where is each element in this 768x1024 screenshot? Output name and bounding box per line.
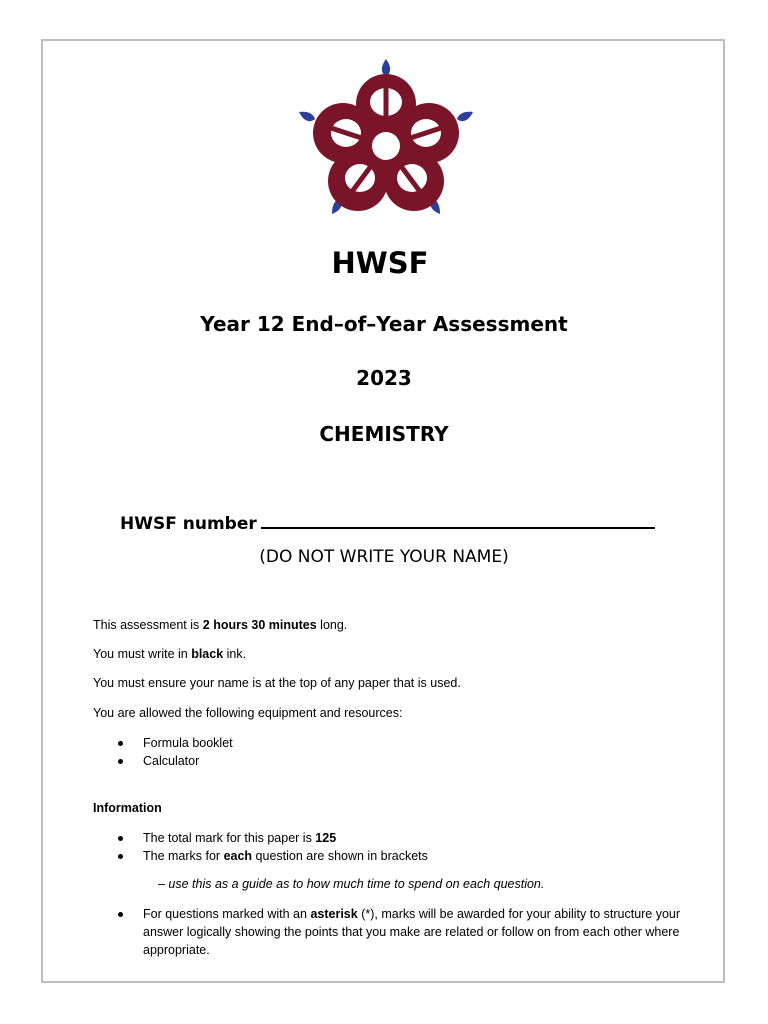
school-name: HWSF <box>331 246 429 280</box>
list-item <box>118 752 233 770</box>
asterisk-suffix: (*), marks will be awarded for your ability to structure your answer logically showing the points that you make are related or follow on from each other where appropriate. <box>143 907 681 957</box>
asterisk-emphasis: asterisk <box>310 907 358 921</box>
assessment-title: Year 12 End–of–Year Assessment <box>200 312 568 336</box>
equipment-intro: You are allowed the following equipment and resources: <box>93 706 403 720</box>
time-guide-note: – use this as a guide as to how much time to spend on each question. <box>158 877 545 891</box>
marks-suffix: question are shown in brackets <box>252 849 428 863</box>
marks-text: The marks for <box>143 849 224 863</box>
duration-suffix: long. <box>316 618 348 632</box>
equipment-item: Calculator <box>143 754 200 768</box>
ink-colour: black <box>191 647 224 661</box>
bullet-icon <box>118 741 123 746</box>
assessment-year: 2023 <box>356 366 412 390</box>
information-list <box>118 829 428 865</box>
total-mark-value: 125 <box>315 831 337 845</box>
duration-value: 2 hours 30 minutes <box>202 618 317 632</box>
list-item <box>118 829 428 847</box>
list-item <box>118 734 233 752</box>
information-heading: Information <box>93 801 162 815</box>
asterisk-list <box>118 905 715 959</box>
candidate-number-label: HWSF number <box>120 514 257 534</box>
ink-text: You must write in <box>93 647 192 661</box>
bullet-icon <box>118 836 123 841</box>
subject-title: CHEMISTRY <box>319 422 449 446</box>
bullet-icon <box>118 854 123 859</box>
name-instruction: You must ensure your name is at the top of any paper that is used. <box>93 676 461 690</box>
tudor-rose-icon <box>296 56 476 218</box>
list-item <box>118 905 715 959</box>
equipment-item: Formula booklet <box>143 736 233 750</box>
total-mark-text: The total mark for this paper is <box>143 831 316 845</box>
candidate-number-field[interactable] <box>261 515 655 529</box>
marks-emphasis: each <box>223 849 253 863</box>
asterisk-text: For questions marked with an <box>143 907 311 921</box>
ink-suffix: ink. <box>223 647 247 661</box>
bullet-icon <box>118 912 123 917</box>
ink-instruction <box>93 647 246 661</box>
duration-instruction <box>93 618 347 632</box>
candidate-number-line <box>120 514 655 534</box>
no-name-note: (DO NOT WRITE YOUR NAME) <box>259 547 509 567</box>
list-item <box>118 847 428 865</box>
bullet-icon <box>118 759 123 764</box>
equipment-list <box>118 734 233 770</box>
duration-text: This assessment is <box>93 618 203 632</box>
